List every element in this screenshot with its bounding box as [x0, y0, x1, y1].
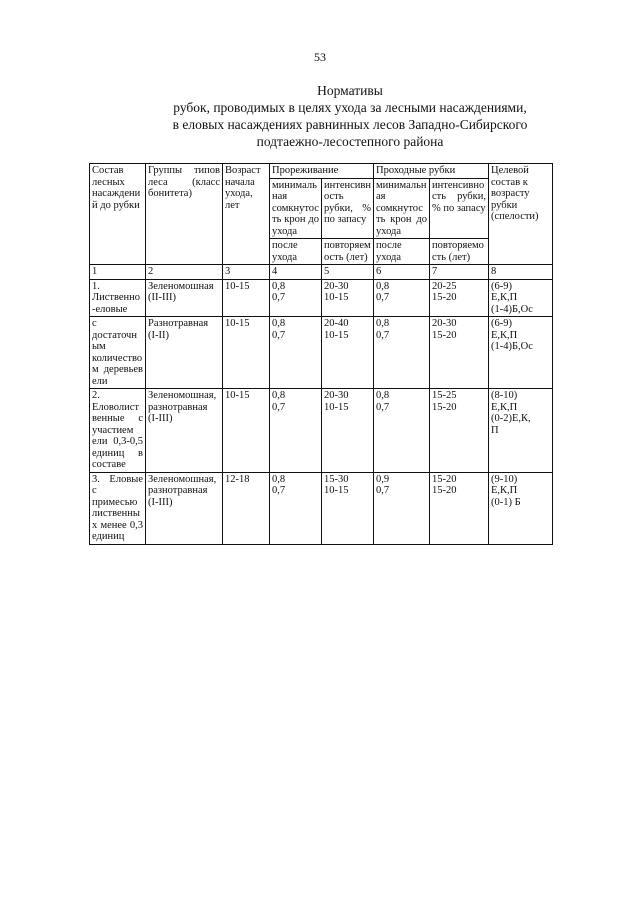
page-number: 53: [314, 50, 326, 64]
cell-target-composition: (6-9) Е,К,П (1-4)Б,Ос: [489, 317, 553, 389]
table-row: [90, 472, 553, 544]
cell-thinning-min-density: 0,8 0,7: [270, 279, 322, 317]
header-target-composition: Целевой состав к возрасту рубки (спелости): [489, 164, 553, 265]
cell-target-composition: (9-10) Е,К,П (0-1) Б: [489, 472, 553, 544]
header-composition: Состав лесных насаждений до рубки: [90, 164, 146, 265]
column-number: 5: [322, 265, 374, 280]
table-row: [90, 317, 553, 389]
column-number: 6: [374, 265, 430, 280]
cell-composition: 1. Лиственно-еловые: [90, 279, 146, 317]
column-number-row: [90, 265, 553, 280]
header-passage-repeat: повторяемость (лет): [430, 239, 489, 265]
norms-table: [89, 163, 553, 545]
cell-thinning-intensity: 20-30 10-15: [322, 389, 374, 473]
header-passage-cuttings: Проходные рубки: [374, 164, 489, 179]
cell-passage-intensity: 15-20 15-20: [430, 472, 489, 544]
cell-passage-intensity: 20-30 15-20: [430, 317, 489, 389]
title-line-4: подтаежно-лесостепного района: [256, 134, 444, 149]
cell-passage-min-density: 0,8 0,7: [374, 279, 430, 317]
document-title: [100, 82, 600, 150]
cell-forest-group: Зеленомошная, разнотравная (I-III): [146, 472, 223, 544]
table-row: [90, 279, 553, 317]
column-number: 8: [489, 265, 553, 280]
header-passage-after: после ухода: [374, 239, 430, 265]
header-start-age: Возраст начала ухода, лет: [223, 164, 270, 265]
column-number: 4: [270, 265, 322, 280]
header-thinning-min-density: минимальная сомкнутость крон до ухода: [270, 178, 322, 239]
cell-passage-min-density: 0,8 0,7: [374, 317, 430, 389]
header-thinning-intensity: интенсивность рубки, % по запасу: [322, 178, 374, 239]
header-passage-intensity: интенсивность рубки, % по запасу: [430, 178, 489, 239]
cell-target-composition: (8-10) Е,К,П (0-2)Е,К, П: [489, 389, 553, 473]
header-row-1: [90, 164, 553, 179]
cell-start-age: 12-18: [223, 472, 270, 544]
cell-thinning-min-density: 0,8 0,7: [270, 317, 322, 389]
header-thinning: Прореживание: [270, 164, 374, 179]
cell-passage-intensity: 15-25 15-20: [430, 389, 489, 473]
title-line-1: Нормативы: [317, 83, 383, 98]
column-number: 2: [146, 265, 223, 280]
cell-target-composition: (6-9) Е,К,П (1-4)Б,Ос: [489, 279, 553, 317]
cell-forest-group: Зеленомошная, разнотравная (I-III): [146, 389, 223, 473]
cell-thinning-min-density: 0,8 0,7: [270, 472, 322, 544]
cell-thinning-intensity: 20-40 10-15: [322, 317, 374, 389]
cell-start-age: 10-15: [223, 389, 270, 473]
cell-thinning-intensity: 20-30 10-15: [322, 279, 374, 317]
column-number: 7: [430, 265, 489, 280]
table-row: [90, 389, 553, 473]
cell-forest-group: Разнотравная (I-II): [146, 317, 223, 389]
cell-start-age: 10-15: [223, 279, 270, 317]
cell-composition: 3. Еловые с примесью лиственных менее 0,3 единиц: [90, 472, 146, 544]
cell-composition: 2. Еловолиственные с участием ели 0,3-0,5 единиц в составе: [90, 389, 146, 473]
cell-passage-intensity: 20-25 15-20: [430, 279, 489, 317]
column-number: 1: [90, 265, 146, 280]
title-line-3: в еловых насаждениях равнинных лесов Западно-Сибирского: [172, 117, 528, 132]
header-passage-min-density: минимальная сомкнутость крон до ухода: [374, 178, 430, 239]
cell-passage-min-density: 0,9 0,7: [374, 472, 430, 544]
title-line-2: рубок, проводимых в целях ухода за лесными насаждениями,: [173, 100, 527, 115]
cell-passage-min-density: 0,8 0,7: [374, 389, 430, 473]
column-number: 3: [223, 265, 270, 280]
cell-thinning-intensity: 15-30 10-15: [322, 472, 374, 544]
header-forest-groups: Группы типов леса (класс бонитета): [146, 164, 223, 265]
cell-forest-group: Зеленомошная (II-III): [146, 279, 223, 317]
cell-composition: с достаточным количеством деревьев ели: [90, 317, 146, 389]
header-thinning-after: после ухода: [270, 239, 322, 265]
cell-thinning-min-density: 0,8 0,7: [270, 389, 322, 473]
header-thinning-repeat: повторяемость (лет): [322, 239, 374, 265]
cell-start-age: 10-15: [223, 317, 270, 389]
